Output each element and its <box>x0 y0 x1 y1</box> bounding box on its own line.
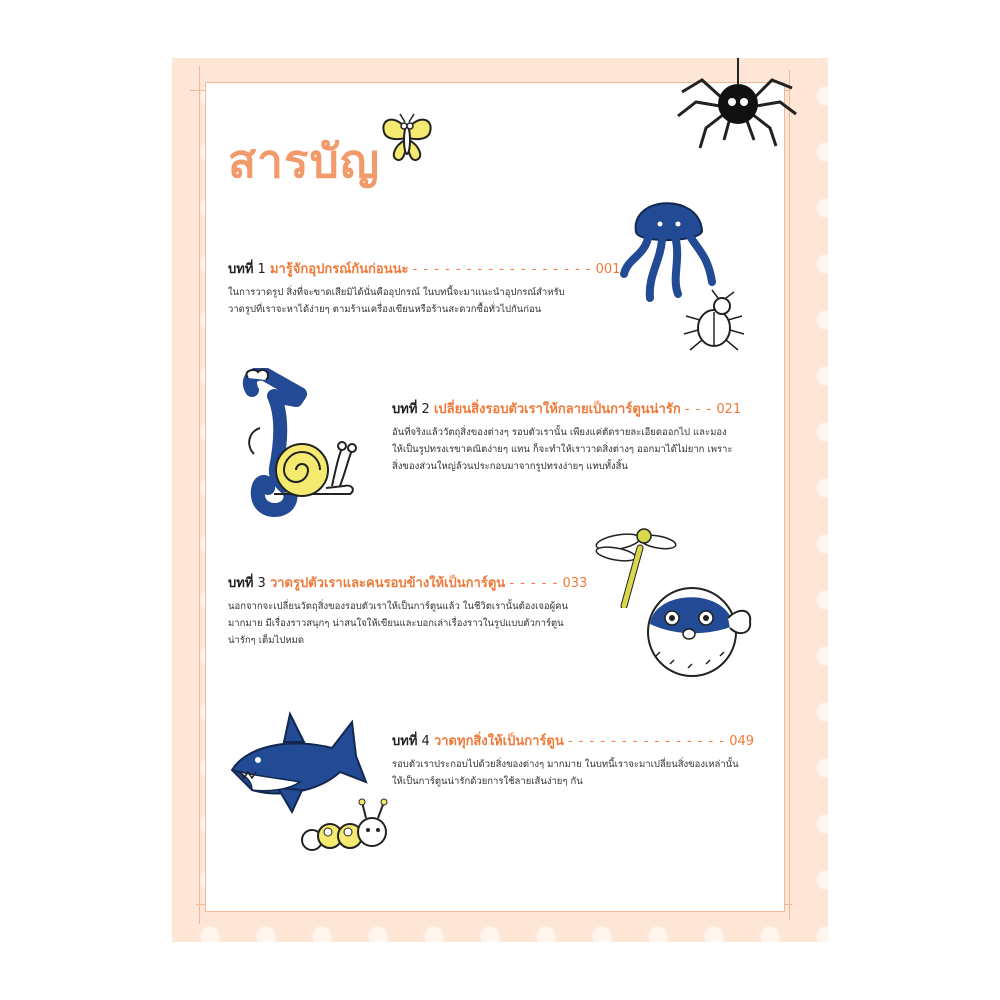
description-line: ในการวาดรูป สิ่งที่จะขาดเสียมิได้นั่นคืออุปกรณ์ ในบทนี้จะมาแนะนำอุปกรณ์สำหรับ <box>228 286 565 298</box>
description-line: มากมาย มีเรื่องราวสนุกๆ น่าสนใจให้เขียนและบอกเล่าเรื่องราวในรูปแบบตัวการ์ตูน <box>228 617 564 629</box>
chapter-1 <box>228 262 621 318</box>
snail-icon <box>266 428 358 504</box>
spider-icon <box>672 58 802 154</box>
chapter-4 <box>392 734 762 790</box>
chapter-label: บทที่ <box>228 262 254 277</box>
beetle-icon <box>682 288 746 354</box>
chapter-page-number: 033 <box>562 576 588 591</box>
chapter-2 <box>392 402 762 475</box>
description-line: ให้เป็นรูปทรงเรขาคณิตง่ายๆ แทน ก็จะทำให้เราวาดสิ่งต่างๆ ออกมาได้ไม่ยาก เพราะ <box>392 443 733 455</box>
description-line: สิ่งของส่วนใหญ่ล้วนประกอบมาจากรูปทรงง่ายๆ แทบทั้งสิ้น <box>392 460 628 472</box>
chapter-description <box>392 756 762 790</box>
chapter-heading[interactable] <box>392 734 762 750</box>
leader-dots: - - - - - - - - - - - - - - - <box>567 734 726 749</box>
description-line: น่ารักๆ เต็มไปหมด <box>228 634 304 646</box>
butterfly-icon <box>376 110 438 172</box>
leader-dots: - - - - - - - - - - - - - - - - - <box>412 262 592 277</box>
chapter-description <box>228 598 598 649</box>
chapter-number: 4 <box>421 734 430 749</box>
chapter-page-number: 021 <box>716 402 742 417</box>
description-line: วาดรูปที่เราจะหาได้ง่ายๆ ตามร้านเครื่องเขียนหรือร้านสะดวกซื้อทั่วไปกันก่อน <box>228 303 542 315</box>
chapter-page-number: 001 <box>595 262 621 277</box>
frame-line <box>789 70 790 920</box>
chapter-3 <box>228 576 598 649</box>
chapter-heading[interactable] <box>392 402 762 418</box>
chapter-title: วาดรูปตัวเราและคนรอบข้างให้เป็นการ์ตูน <box>269 576 506 591</box>
leader-dots: - - - <box>684 402 713 417</box>
chapter-heading[interactable] <box>228 576 598 592</box>
pufferfish-icon <box>636 576 754 684</box>
chapter-title: วาดทุกสิ่งให้เป็นการ์ตูน <box>433 734 564 749</box>
chapter-label: บทที่ <box>392 734 418 749</box>
leader-dots: - - - - - <box>509 576 559 591</box>
chapter-number: 1 <box>257 262 266 277</box>
frame-line <box>199 66 200 924</box>
chapter-title: เปลี่ยนสิ่งรอบตัวเราให้กลายเป็นการ์ตูนน่ารัก <box>433 402 681 417</box>
description-line: ให้เป็นการ์ตูนน่ารักด้วยการใช้ลายเส้นง่ายๆ กัน <box>392 775 583 787</box>
chapter-number: 2 <box>421 402 430 417</box>
chapter-description <box>392 424 762 475</box>
description-line: นอกจากจะเปลี่ยนวัตถุสิ่งของรอบตัวเราให้เป็นการ์ตูนแล้ว ในชีวิตเรานั้นต้องเจอผู้คน <box>228 600 569 612</box>
chapter-page-number: 049 <box>729 734 755 749</box>
chapter-label: บทที่ <box>392 402 418 417</box>
chapter-label: บทที่ <box>228 576 254 591</box>
chapter-number: 3 <box>257 576 266 591</box>
chapter-description <box>228 284 608 318</box>
caterpillar-icon <box>300 798 392 858</box>
description-line: รอบตัวเราประกอบไปด้วยสิ่งของต่างๆ มากมาย ในบทนี้เราจะมาเปลี่ยนสิ่งของเหล่านั้น <box>392 758 739 770</box>
description-line: อันที่จริงแล้ววัตถุสิ่งของต่างๆ รอบตัวเรานั้น เพียงแค่ตัดรายละเอียดออกไป และมอง <box>392 426 727 438</box>
chapter-heading[interactable] <box>228 262 621 278</box>
chapter-title: มารู้จักอุปกรณ์กันก่อนนะ <box>269 262 409 277</box>
page-title: สารบัญ <box>228 134 381 188</box>
